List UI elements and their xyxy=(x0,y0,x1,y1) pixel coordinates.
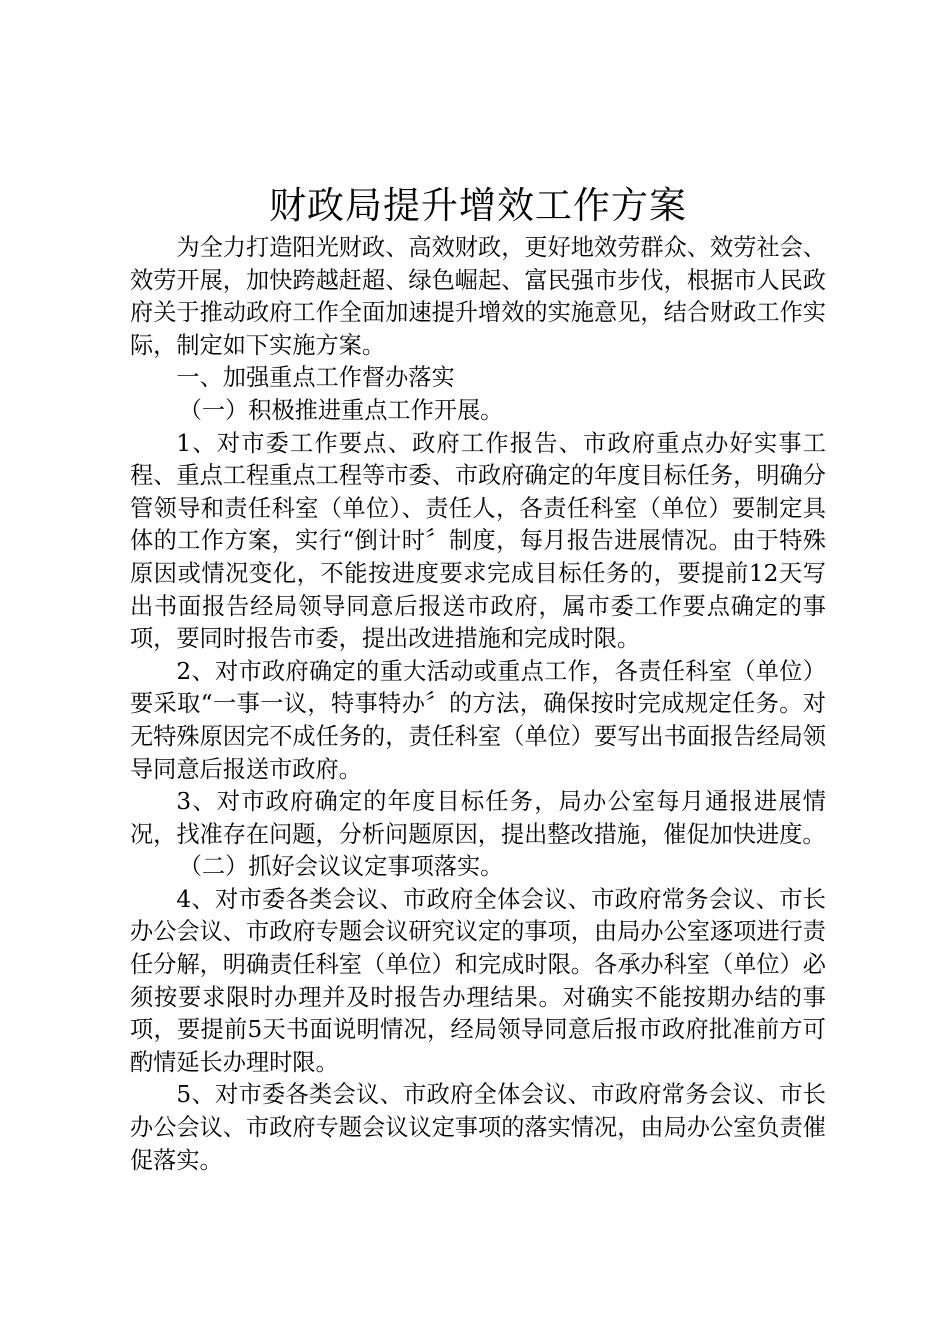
subsection-heading-1: （一）积极推进重点工作开展。 xyxy=(178,396,504,424)
item-paragraph-2: 2、对市政府确定的重大活动或重点工作，各责任科室（单位）要采取“一事一议，特事特办〞的方法，确保按时完成规定任务。对无特殊原因完不成任务的，责任科室（单位）要写出书面报告经局领导同意后报送市政府。 xyxy=(130,657,826,783)
subsection-heading-2: （二）抓好会议议定事项落实。 xyxy=(178,853,504,881)
intro-paragraph: 为全力打造阳光财政、高效财政，更好地效劳群众、效劳社会、效劳开展，加快跨越赶超、绿色崛起、富民强市步伐，根据市人民政府关于推动政府工作全面加速提升增效的实施意见，结合财政工作实际，制定如下实施方案。 xyxy=(130,234,826,359)
document-page xyxy=(130,180,826,1177)
item-paragraph-1: 1、对市委工作要点、政府工作报告、市政府重点办好实事工程、重点工程重点工程等市委、市政府确定的年度目标任务，明确分管领导和责任科室（单位）、责任人，各责任科室（单位）要制定具体的工作方案，实行“倒计时〞制度，每月报告进展情况。由于特殊原因或情况变化，不能按进度要求完成目标任务的，要提前12天写出书面报告经局领导同意后报送市政府，属市委工作要点确定的事项，要同时报告市委，提出改进措施和完成时限。 xyxy=(130,429,826,653)
item-paragraph-3: 3、对市政府确定的年度目标任务，局办公室每月通报进展情况，找准存在问题，分析问题原因，提出整改措施，催促加快进度。 xyxy=(130,788,826,848)
section-heading-1: 一、加强重点工作督办落实 xyxy=(176,364,455,392)
document-title: 财政局提升增效工作方案 xyxy=(269,184,687,227)
item-paragraph-4: 4、对市委各类会议、市政府全体会议、市政府常务会议、市长办公会议、市政府专题会议研究议定的事项，由局办公室逐项进行责任分解，明确责任科室（单位）和完成时限。各承办科室（单位）必须按要求限时办理并及时报告办理结果。对确实不能按期办结的事项，要提前5天书面说明情况，经局领导同意后报市政府批准前方可酌情延长办理时限。 xyxy=(130,885,826,1076)
item-paragraph-5: 5、对市委各类会议、市政府全体会议、市政府常务会议、市长办公会议、市政府专题会议议定事项的落实情况，由局办公室负责催促落实。 xyxy=(130,1081,826,1174)
